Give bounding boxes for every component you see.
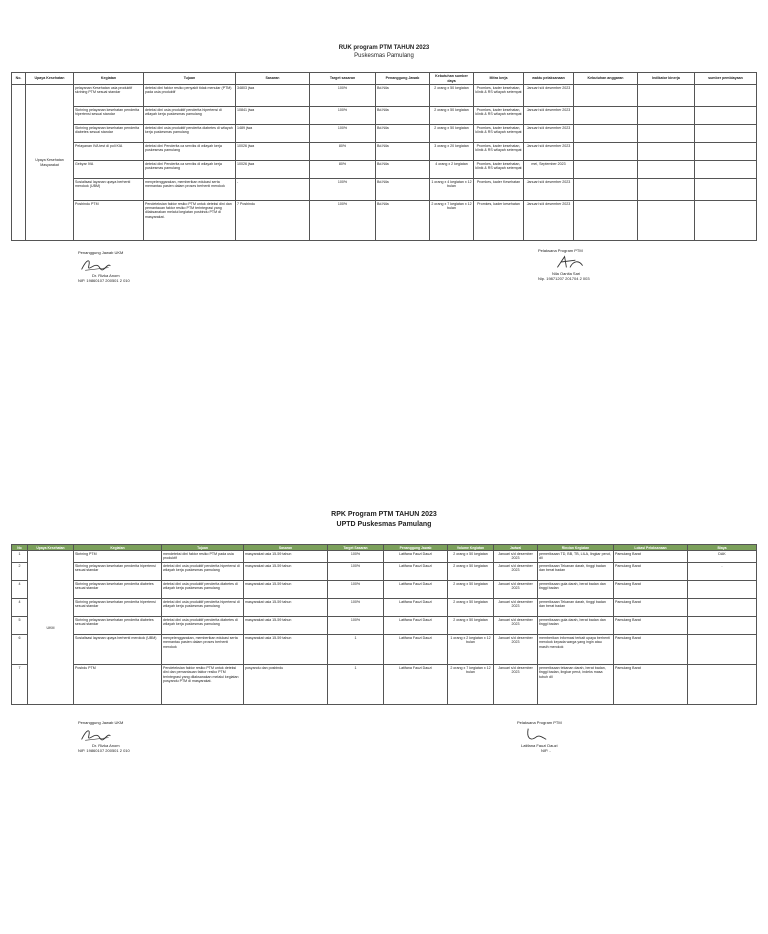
empty-cell	[695, 85, 757, 107]
upaya-cell: UKM	[28, 551, 74, 705]
target-cell: 1	[328, 635, 384, 665]
biaya-cell: -	[688, 563, 757, 581]
rincian-cell: pemeriksaan tekanan darah, berat badan, tinggi badan, lingkar perut, indeks masa tubuh dll	[538, 665, 614, 705]
header-cell: Mitra kerja	[474, 73, 524, 85]
tujuan-cell: deteksi dini Penderita ca serviks di wilayah kerja puskesmas pamulang	[144, 143, 236, 161]
rincian-cell: pemeriksaan gula darah, berat badan dan tinggi badan	[538, 581, 614, 599]
volume-cell: 2 orang x 7 kegiatan x 12 bulan	[448, 665, 494, 705]
sign-role: Pelaksana Program PTM	[538, 248, 583, 253]
table-row	[12, 581, 757, 599]
header-cell: Indikator kinerja	[638, 73, 695, 85]
header-cell: Kegiatan	[74, 545, 162, 551]
tujuan-cell: mendeteksi dini faktor resiko PTM pada usia produktif	[162, 551, 244, 563]
upaya-cell: Upaya Kesehatan Masyarakat	[26, 85, 74, 241]
table-row	[12, 143, 757, 161]
header-cell: Biaya	[688, 545, 757, 551]
jadwal-cell: Januari s/d desember 2023	[494, 599, 538, 617]
table-row	[12, 617, 757, 635]
mitra-cell: Promkes, kader kesehatan, klinik & RS wilayah setempat	[474, 107, 524, 125]
kegiatan-cell: Posbindu PTM	[74, 201, 144, 241]
rincian-cell: pemeriksaan gula darah, berat badan dan tinggi badan	[538, 617, 614, 635]
table-row	[12, 551, 757, 563]
empty-cell	[574, 143, 638, 161]
signature-image	[552, 253, 588, 271]
target-cell: 100%	[328, 581, 384, 599]
jadwal-cell: Januari s/d desember 2023	[494, 617, 538, 635]
table-row	[12, 85, 757, 107]
header-cell: Kegiatan	[74, 73, 144, 85]
rincian-cell: pemeriksaan TD, BB, TB, LILA, lingkar perut, dll	[538, 551, 614, 563]
pj-cell: Bd.Nila	[376, 125, 430, 143]
empty-cell	[695, 107, 757, 125]
ruk-header-row	[12, 73, 757, 85]
kegiatan-cell: Skrining pelayanan kesehatan penderita diabetes sesuai standar	[74, 125, 144, 143]
pj-cell: Bd.Nila	[376, 85, 430, 107]
target-cell: 100%	[310, 201, 376, 241]
sasaran-cell: 7 Posbindu	[236, 201, 310, 241]
kegiatan-cell: Sosialisasi layanan upaya berhenti merokok (UBM)	[74, 635, 162, 665]
target-cell: 100%	[328, 617, 384, 635]
row-number-cell: 7	[12, 665, 28, 705]
rpk-subtitle: UPTD Puskesmas Pamulang	[336, 521, 432, 528]
rincian-cell: memberikan informasi terkait upaya berhenti merokok kepada warga yang ingin atau masih merokok	[538, 635, 614, 665]
volume-cell: 1 orang x 2 kegiatan x 12 bulan	[448, 635, 494, 665]
sasaran-cell: posyandu dan posbindu	[244, 665, 328, 705]
lokasi-cell: Pamulang Barat	[614, 617, 688, 635]
row-number-cell: 2	[12, 563, 28, 581]
tujuan-cell: deteksi dini usia produktif penderita diabetes di wilayah kerja puskesmas pamulang	[144, 125, 236, 143]
header-cell: No.	[12, 73, 26, 85]
mitra-cell: Promkes, kader Kesehatan	[474, 179, 524, 201]
tujuan-cell: Pendeteksian faktor resiko PTM untuk deteksi dini dan pemantauan faktor resiko PTM terintegrasi yang dilaksanakan melalui kegiatan posbindu PTM di masyarakat.	[144, 201, 236, 241]
lokasi-cell: Pamulang Barat	[614, 635, 688, 665]
mitra-cell: Promkes, kader kesehatan, klinik & RS wilayah setempat	[474, 85, 524, 107]
table-row	[12, 125, 757, 143]
jadwal-cell: Januari s/d desember 2023	[494, 635, 538, 665]
kegiatan-cell: Skrining pelayanan kesehatan penderita diabetes sesuai standar	[74, 617, 162, 635]
sasaran-cell: masyarakat usia 15-59 tahun	[244, 563, 328, 581]
sumber-daya-cell: 1 orang x 4 kegiatan x 12 bulan	[430, 179, 474, 201]
sign-name: Dr. Rizka Anom	[92, 273, 120, 278]
header-cell: Penanggung Jawab	[384, 545, 448, 551]
sasaran-cell: 10026 jiwa	[236, 161, 310, 179]
volume-cell: 2 orang x 50 kegiatan	[448, 563, 494, 581]
sign-role: Pelaksana Program PTM	[517, 720, 562, 725]
kegiatan-cell: Skrining pelayanan kesehatan penderita hipertensi sesuai standar	[74, 563, 162, 581]
sign-role: Penanggung Jawab UKM	[78, 720, 124, 725]
volume-cell: 2 orang x 50 kegiatan	[448, 617, 494, 635]
lokasi-cell: Pamulang Barat	[614, 599, 688, 617]
header-cell: Tujuan	[162, 545, 244, 551]
kegiatan-cell: Pelayanan IVA test di poli KIA	[74, 143, 144, 161]
signature-image	[78, 725, 114, 743]
header-cell: Penanggung Jawab	[376, 73, 430, 85]
empty-cell	[695, 125, 757, 143]
pj-cell: Latifana Fauzi Dauzi	[384, 581, 448, 599]
table-row	[12, 665, 757, 705]
pj-cell: Bd.Nila	[376, 179, 430, 201]
kegiatan-cell: Skrining pelayanan kesehatan penderita hipertensi sesuai standar	[74, 599, 162, 617]
table-row	[12, 635, 757, 665]
pj-cell: Latifana Fauzi Dauzi	[384, 665, 448, 705]
target-cell: 100%	[328, 551, 384, 563]
rpk-sign-left	[78, 720, 130, 753]
pj-cell: Latifana Fauzi Dauzi	[384, 617, 448, 635]
target-cell: 1	[328, 665, 384, 705]
biaya-cell: DAK	[688, 551, 757, 563]
jadwal-cell: Januari s/d desember 2023	[494, 563, 538, 581]
waktu-cell: Januari s/d desember 2023	[524, 107, 574, 125]
header-cell: Sasaran	[236, 73, 310, 85]
biaya-cell	[688, 635, 757, 665]
volume-cell: 2 orang x 50 kegiatan	[448, 581, 494, 599]
waktu-cell: mei, September 2023	[524, 161, 574, 179]
waktu-cell: Januari s/d desember 2023	[524, 125, 574, 143]
mitra-cell: Promkes, kader kesehatan, klinik & RS wilayah setempat	[474, 125, 524, 143]
header-cell: Sasaran	[244, 545, 328, 551]
sasaran-cell: 1489 jiwa	[236, 125, 310, 143]
rincian-cell: pemeriksaan Tekanan darah, tinggi badan dan berat badan	[538, 599, 614, 617]
jadwal-cell: Januari s/d desember 2023	[494, 665, 538, 705]
empty-cell	[638, 143, 695, 161]
sasaran-cell: 34803 jiwa	[236, 85, 310, 107]
empty-cell	[695, 161, 757, 179]
waktu-cell: Januari s/d desember 2023	[524, 143, 574, 161]
sasaran-cell: -	[236, 179, 310, 201]
ruk-sign-right	[538, 248, 590, 281]
tujuan-cell: deteksi dini faktor resiko penyakit tidak menular (PTM) pada usia produktif	[144, 85, 236, 107]
sign-nip: NIP. 19860107 200501 2 010	[78, 278, 130, 283]
empty-cell	[574, 161, 638, 179]
empty-cell	[695, 201, 757, 241]
empty-cell	[695, 179, 757, 201]
target-cell: 100%	[328, 563, 384, 581]
table-row	[12, 179, 757, 201]
row-number-cell	[12, 85, 26, 241]
tujuan-cell: menyelenggarakan, memberikan edukasi serta memantau pasien dalam proses berhenti merokok	[144, 179, 236, 201]
sasaran-cell: masyarakat usia 15-59 tahun	[244, 599, 328, 617]
kegiatan-cell: pelayanan Kesehatan usia produktif skrining PTM sesuai standar	[74, 85, 144, 107]
tujuan-cell: deteksi dini Penderita ca serviks di wilayah kerja puskesmas pamulang	[144, 161, 236, 179]
empty-cell	[574, 85, 638, 107]
target-cell: 100%	[310, 107, 376, 125]
mitra-cell: Promkes, kader kesehatan	[474, 201, 524, 241]
jadwal-cell: Januari s/d desember 2023	[494, 551, 538, 563]
biaya-cell	[688, 581, 757, 599]
empty-cell	[574, 107, 638, 125]
empty-cell	[638, 125, 695, 143]
signature-image	[521, 725, 557, 743]
sign-nip: NIP. 19860107 200501 2 010	[78, 748, 130, 753]
volume-cell: 2 orang x 50 kegiatan	[448, 599, 494, 617]
header-cell: Target Sasaran	[328, 545, 384, 551]
target-cell: 100%	[310, 85, 376, 107]
pj-cell: Latifana Fauzi Dauzi	[384, 599, 448, 617]
header-cell: Jadwal	[494, 545, 538, 551]
pj-cell: Bd.Nila	[376, 143, 430, 161]
sumber-daya-cell: 2 orang x 50 kegiatan	[430, 107, 474, 125]
sasaran-cell: masyarakat usia 15-59 tahun	[244, 581, 328, 599]
biaya-cell	[688, 599, 757, 617]
empty-cell	[638, 201, 695, 241]
mitra-cell: Promkes, kader kesehatan, klinik & RS wilayah setempat	[474, 161, 524, 179]
mitra-cell: Promkes, kader kesehatan, klinik & RS wilayah setempat	[474, 143, 524, 161]
tujuan-cell: deteksi dini usia produktif penderita hipertensi di wilayah kerja puskesmas pamulang	[162, 563, 244, 581]
header-cell: Rincian Kegiatan	[538, 545, 614, 551]
table-row	[12, 201, 757, 241]
target-cell: 100%	[310, 179, 376, 201]
biaya-cell	[688, 617, 757, 635]
tujuan-cell: Pendeteksian faktor resiko PTM untuk deteksi dini dan pemantauan faktor resiko PTM terintegrasi yang dilaksanakan melalui kegiatan posyandu PTM di masyarakat.	[162, 665, 244, 705]
kegiatan-cell: Gebyar IVA	[74, 161, 144, 179]
empty-cell	[574, 201, 638, 241]
empty-cell	[695, 143, 757, 161]
target-cell: 80%	[310, 161, 376, 179]
target-cell: 100%	[310, 125, 376, 143]
sumber-daya-cell: 3 orang x 20 kegiatan	[430, 143, 474, 161]
header-cell: Target sasaran	[310, 73, 376, 85]
lokasi-cell: Pamulang Barat	[614, 581, 688, 599]
sasaran-cell: masyarakat usia 15-59 tahun	[244, 551, 328, 563]
sign-role: Penanggung Jawab UKM	[78, 250, 124, 255]
sasaran-cell: masyarakat usia 15-59 tahun	[244, 617, 328, 635]
header-cell: Tujuan	[144, 73, 236, 85]
kegiatan-cell: Skrining pelayanan kesehatan penderita hipertensi sesuai standar	[74, 107, 144, 125]
empty-cell	[638, 85, 695, 107]
target-cell: 100%	[328, 599, 384, 617]
tujuan-cell: menyelenggarakan, memberikan edukasi serta memantau pasien dalam proses berhenti merokok	[162, 635, 244, 665]
ruk-title: RUK program PTM TAHUN 2023	[338, 45, 430, 51]
row-number-cell: 5	[12, 617, 28, 635]
waktu-cell: Januari s/d desember 2023	[524, 179, 574, 201]
sasaran-cell: 10841 jiwa	[236, 107, 310, 125]
empty-cell	[638, 107, 695, 125]
biaya-cell	[688, 665, 757, 705]
header-cell: waktu pelaksanaan	[524, 73, 574, 85]
sign-name: Dr. Rizka Anom	[92, 743, 120, 748]
empty-cell	[574, 125, 638, 143]
header-cell: Upaya Kesehatan	[28, 545, 74, 551]
header-cell: Volume Kegiatan	[448, 545, 494, 551]
waktu-cell: Januari s/d desember 2023	[524, 85, 574, 107]
kegiatan-cell: Posbdu PTM	[74, 665, 162, 705]
empty-cell	[574, 179, 638, 201]
jadwal-cell: Januari s/d desember 2023	[494, 581, 538, 599]
ruk-table	[11, 72, 757, 241]
ruk-sign-left	[78, 250, 130, 283]
sasaran-cell: 10026 jiwa	[236, 143, 310, 161]
rpk-sign-right	[517, 720, 562, 753]
sign-nip: NIP. -	[541, 748, 551, 753]
sumber-daya-cell: 2 orang x 7 kegiatan x 12 bulan	[430, 201, 474, 241]
target-cell: 80%	[310, 143, 376, 161]
rincian-cell: pemeriksaan Tekanan darah, tinggi badan dan berat badan	[538, 563, 614, 581]
table-row	[12, 161, 757, 179]
sasaran-cell: masyarakat usia 15-59 tahun	[244, 635, 328, 665]
header-cell: No	[12, 545, 28, 551]
empty-cell	[638, 161, 695, 179]
header-cell: Upaya Kesehatan	[26, 73, 74, 85]
table-row	[12, 107, 757, 125]
kegiatan-cell: Skrining pelayanan kesehatan penderita diabetes sesuai standar	[74, 581, 162, 599]
tujuan-cell: deteksi dini usia produktif penderita diabetes di wilayah kerja puskesmas pamulang	[162, 581, 244, 599]
pj-cell: Bd.Nila	[376, 201, 430, 241]
kegiatan-cell: Sosialisasi layanan upaya berhenti merokok (UBM)	[74, 179, 144, 201]
header-cell: Lokasi Pelaksanaan	[614, 545, 688, 551]
pj-cell: Bd.Nila	[376, 107, 430, 125]
row-number-cell: 6	[12, 635, 28, 665]
waktu-cell: Januari s/d desember 2023	[524, 201, 574, 241]
table-row	[12, 599, 757, 617]
sumber-daya-cell: 4 orang x 2 kegiatan	[430, 161, 474, 179]
sumber-daya-cell: 2 orang x 50 kegiatan	[430, 85, 474, 107]
lokasi-cell: Pamulang Barat	[614, 563, 688, 581]
tujuan-cell: deteksi dini usia produktif penderita hipertensi di wilayah kerja puskesmas pamulang	[162, 599, 244, 617]
sign-nip: Nip. 19871207 201704 2 003	[538, 276, 590, 281]
pj-cell: Latifana Fauzi Dauzi	[384, 635, 448, 665]
pj-cell: Latifana Fauzi Dauzi	[384, 563, 448, 581]
rpk-table	[11, 544, 757, 705]
rpk-title: RPK Program PTM TAHUN 2023	[331, 511, 437, 518]
table-row	[12, 563, 757, 581]
kegiatan-cell: Skrining PTM	[74, 551, 162, 563]
row-number-cell: 1	[12, 551, 28, 563]
tujuan-cell: deteksi dini usia produktif penderita diabetes di wilayah kerja puskesmas pamulang	[162, 617, 244, 635]
row-number-cell: 4	[12, 581, 28, 599]
ruk-subtitle: Puskesmas Pamulang	[354, 53, 414, 59]
header-cell: Kebutuhan sumber daya	[430, 73, 474, 85]
empty-cell	[638, 179, 695, 201]
row-number-cell: 4	[12, 599, 28, 617]
sumber-daya-cell: 2 orang x 50 kegiatan	[430, 125, 474, 143]
lokasi-cell: Pamulang Barat	[614, 551, 688, 563]
tujuan-cell: deteksi dini usia produktif penderita hipertensi di wilayah kerja puskesmas pamulang	[144, 107, 236, 125]
header-cell: sumber pembiayaan	[695, 73, 757, 85]
pj-cell: Bd.Nila	[376, 161, 430, 179]
signature-image	[78, 255, 114, 273]
sign-name: Nila Oanita Sari	[552, 271, 581, 276]
lokasi-cell: Pamulang Barat	[614, 665, 688, 705]
volume-cell: 2 orang x 50 kegiatan	[448, 551, 494, 563]
pj-cell: Latifana Fauzi Dauzi	[384, 551, 448, 563]
sign-name: Latifana Fauzi Dauzi	[521, 743, 558, 748]
header-cell: Kebutuhan anggaran	[574, 73, 638, 85]
